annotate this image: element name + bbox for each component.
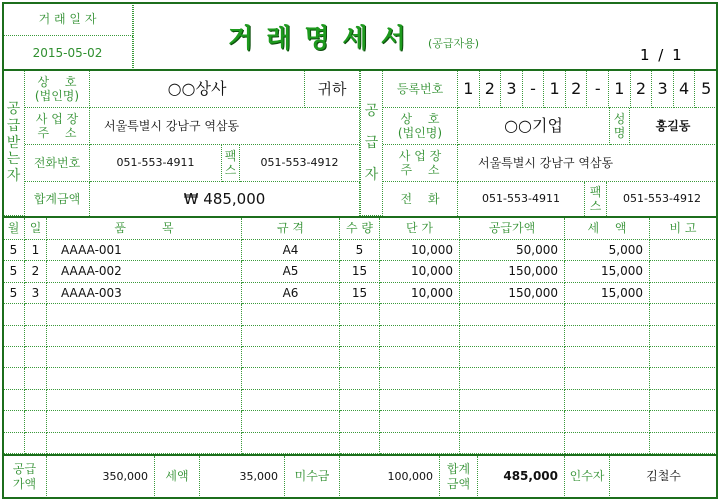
table-cell: 2: [25, 261, 47, 282]
document-title: 거 래 명 세 서: [228, 24, 408, 54]
supplier-fax: 051-553-4912: [623, 192, 701, 206]
document-subtitle: (공급자용): [428, 37, 480, 50]
reg-digit: 1: [609, 71, 631, 108]
date-label: 거 래 일 자: [3, 3, 133, 36]
buyer-total-label: 합계금액: [25, 182, 90, 216]
column-header: 수 량: [340, 218, 380, 240]
supplier-name-label: 상 호 (법인명): [383, 108, 458, 145]
reg-digit: 1: [458, 71, 480, 108]
reg-digit: 5: [695, 71, 717, 108]
table-cell: 5,000: [565, 240, 650, 261]
buyer-name-label: 상 호 (법인명): [25, 71, 90, 108]
supplier-address-label: 사 업 장 주 소: [383, 145, 458, 182]
table-cell: AAAA-003: [47, 283, 242, 304]
table-cell: 150,000: [460, 283, 565, 304]
supplier-rep: 홍길동: [630, 108, 717, 145]
column-header: 월: [3, 218, 25, 240]
reg-digit: 4: [674, 71, 696, 108]
table-cell: A4: [242, 240, 340, 261]
footer-tax-label: 세액: [155, 456, 200, 498]
table-cell: AAAA-002: [47, 261, 242, 282]
table-cell: 10,000: [380, 240, 460, 261]
reg-digit: 2: [631, 71, 653, 108]
reg-digit: 2: [480, 71, 502, 108]
buyer-name: ○○상사: [90, 71, 305, 108]
table-cell: 15,000: [565, 283, 650, 304]
footer-total: 485,000: [478, 456, 565, 498]
table-cell: 15: [340, 261, 380, 282]
buyer-fax: 051-553-4912: [240, 145, 360, 182]
footer-unpaid-label: 미수금: [285, 456, 340, 498]
supplier-address: 서울특별시 강남구 역삼동: [458, 145, 717, 182]
table-cell: 50,000: [460, 240, 565, 261]
column-header: 규 격: [242, 218, 340, 240]
footer-receiver-label: 인수자: [565, 456, 610, 498]
reg-digit: 2: [566, 71, 588, 108]
supplier-reg-label: 등록번호: [383, 71, 458, 108]
column-header: 일: [25, 218, 47, 240]
supplier-phone: 051-553-4911: [458, 182, 585, 216]
footer-receiver: 김철수: [610, 456, 717, 498]
footer-unpaid: 100,000: [340, 456, 440, 498]
date-value: 2015-05-02: [3, 36, 133, 70]
reg-digit: -: [523, 71, 545, 108]
table-cell: 10,000: [380, 283, 460, 304]
table-cell: AAAA-001: [47, 240, 242, 261]
table-cell: A5: [242, 261, 340, 282]
buyer-fax-label: 팩 스: [222, 145, 240, 182]
supplier-side-label: 공 급 자: [360, 71, 383, 216]
footer-supply-label: 공급 가액: [3, 456, 47, 498]
buyer-address: 서울특별시 강남구 역삼동: [90, 108, 360, 145]
supplier-fax-label: 팩 스: [585, 182, 607, 216]
table-cell: 5: [340, 240, 380, 261]
column-header: 품 목: [47, 218, 242, 240]
table-cell: 5: [3, 240, 25, 261]
buyer-phone-label: 전화번호: [25, 145, 90, 182]
table-cell: 15: [340, 283, 380, 304]
column-header: 세 액: [565, 218, 650, 240]
footer-total-label: 합계 금액: [440, 456, 478, 498]
reg-digit: 3: [501, 71, 523, 108]
table-cell: 150,000: [460, 261, 565, 282]
supplier-phone-label: 전 화: [383, 182, 458, 216]
table-cell: 10,000: [380, 261, 460, 282]
buyer-phone: 051-553-4911: [90, 145, 222, 182]
table-cell: 5: [3, 261, 25, 282]
supplier-name: ○○기업: [458, 108, 610, 145]
column-header: 공급가액: [460, 218, 565, 240]
buyer-side-text: 공급받는자: [6, 101, 21, 185]
buyer-honorific: 귀하: [305, 71, 360, 108]
reg-digit: 3: [652, 71, 674, 108]
buyer-total: ₩ 485,000: [90, 182, 360, 216]
table-cell: 1: [25, 240, 47, 261]
buyer-address-label: 사 업 장 주 소: [25, 108, 90, 145]
footer-supply: 350,000: [47, 456, 155, 498]
reg-digit: 1: [544, 71, 566, 108]
table-cell: 5: [3, 283, 25, 304]
column-header: 비 고: [650, 218, 717, 240]
supplier-rep-label: 성 명: [610, 108, 630, 145]
outer-frame: [2, 2, 718, 499]
reg-digit: -: [588, 71, 610, 108]
footer-tax: 35,000: [200, 456, 285, 498]
table-cell: 3: [25, 283, 47, 304]
page-number: 1 / 1: [640, 46, 684, 64]
table-cell: 15,000: [565, 261, 650, 282]
table-cell: A6: [242, 283, 340, 304]
column-header: 단 가: [380, 218, 460, 240]
